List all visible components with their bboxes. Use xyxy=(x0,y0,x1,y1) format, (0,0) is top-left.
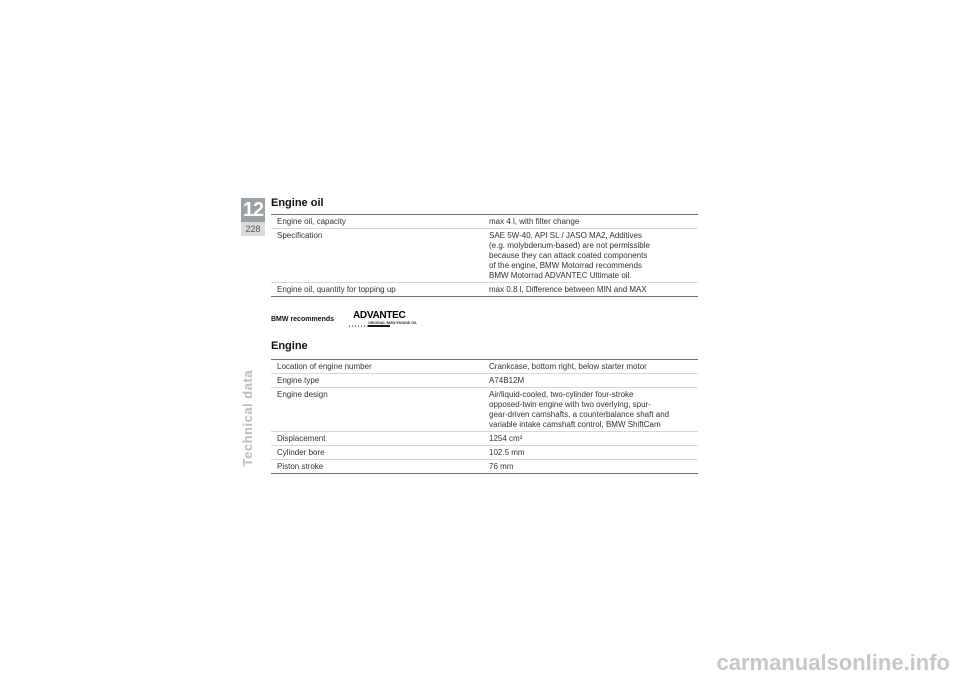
engine-oil-heading: Engine oil xyxy=(271,197,324,209)
engine-table xyxy=(271,359,698,474)
spec-value-line: (e.g. molybdenum-based) are not permissible xyxy=(489,240,650,250)
spec-value-line: Crankcase, bottom right, below starter motor xyxy=(489,361,647,371)
spec-row xyxy=(271,283,698,297)
spec-key: Engine oil, capacity xyxy=(271,215,483,229)
spec-value xyxy=(483,374,698,388)
spec-value xyxy=(483,360,698,374)
spec-value-line: max 0.8 l, Difference between MIN and MAX xyxy=(489,284,647,294)
watermark: carmanualsonline.info xyxy=(716,650,950,675)
spec-value xyxy=(483,388,698,432)
spec-value-line: 76 mm xyxy=(489,461,514,471)
advantec-logo xyxy=(347,312,427,330)
chapter-tab xyxy=(241,198,265,236)
spec-key: Engine oil, quantity for topping up xyxy=(271,283,483,297)
spec-row xyxy=(271,374,698,388)
engine-oil-table xyxy=(271,214,698,297)
spec-value-line: max 4 l, with filter change xyxy=(489,216,580,226)
spec-key: Engine type xyxy=(271,374,483,388)
spec-value xyxy=(483,229,698,283)
spec-value-line: 1254 cm³ xyxy=(489,433,523,443)
chapter-side-title: Technical data xyxy=(240,370,255,467)
chapter-side-title-wrap xyxy=(240,370,270,570)
spec-key: Specification xyxy=(271,229,483,283)
spec-key: Displacement xyxy=(271,432,483,446)
advantec-logo-sub: ORIGINAL BMW ENGINE OIL xyxy=(368,321,418,325)
chapter-number: 12 xyxy=(242,198,264,221)
spec-value-line: because they can attack coated components xyxy=(489,250,648,260)
spec-row xyxy=(271,432,698,446)
spec-value-line: of the engine, BMW Motorrad recommends xyxy=(489,260,642,270)
spec-row xyxy=(271,460,698,474)
spec-key: Cylinder bore xyxy=(271,446,483,460)
spec-value-line: SAE 5W-40, API SL / JASO MA2, Additives xyxy=(489,230,642,240)
spec-row xyxy=(271,229,698,283)
spec-row xyxy=(271,446,698,460)
spec-key: Piston stroke xyxy=(271,460,483,474)
page-number: 228 xyxy=(241,222,265,236)
spec-value-line: gear-driven camshafts, a counterbalance shaft and xyxy=(489,409,670,419)
spec-value-line: 102.5 mm xyxy=(489,447,525,457)
spec-row xyxy=(271,215,698,229)
spec-row xyxy=(271,360,698,374)
spec-value xyxy=(483,446,698,460)
bmw-recommends xyxy=(271,312,431,330)
spec-key: Engine design xyxy=(271,388,483,432)
advantec-logo-text: ADVANTEC xyxy=(353,310,406,321)
spec-value xyxy=(483,432,698,446)
spec-value-line: A74B12M xyxy=(489,375,525,385)
spec-row xyxy=(271,388,698,432)
spec-value xyxy=(483,215,698,229)
spec-value-line: opposed-twin engine with two overlying, spur- xyxy=(489,399,651,409)
spec-key: Location of engine number xyxy=(271,360,483,374)
spec-value-line: variable intake camshaft control, BMW ShiftCam xyxy=(489,419,661,429)
spec-value xyxy=(483,460,698,474)
spec-value xyxy=(483,283,698,297)
engine-heading: Engine xyxy=(271,340,308,352)
logo-bar-decoration xyxy=(368,325,390,327)
spec-value-line: BMW Motorrad ADVANTEC Ultimate oil. xyxy=(489,270,632,280)
spec-value-line: Air/liquid-cooled, two-cylinder four-stroke xyxy=(489,389,634,399)
bmw-recommends-label: BMW recommends xyxy=(271,316,335,323)
